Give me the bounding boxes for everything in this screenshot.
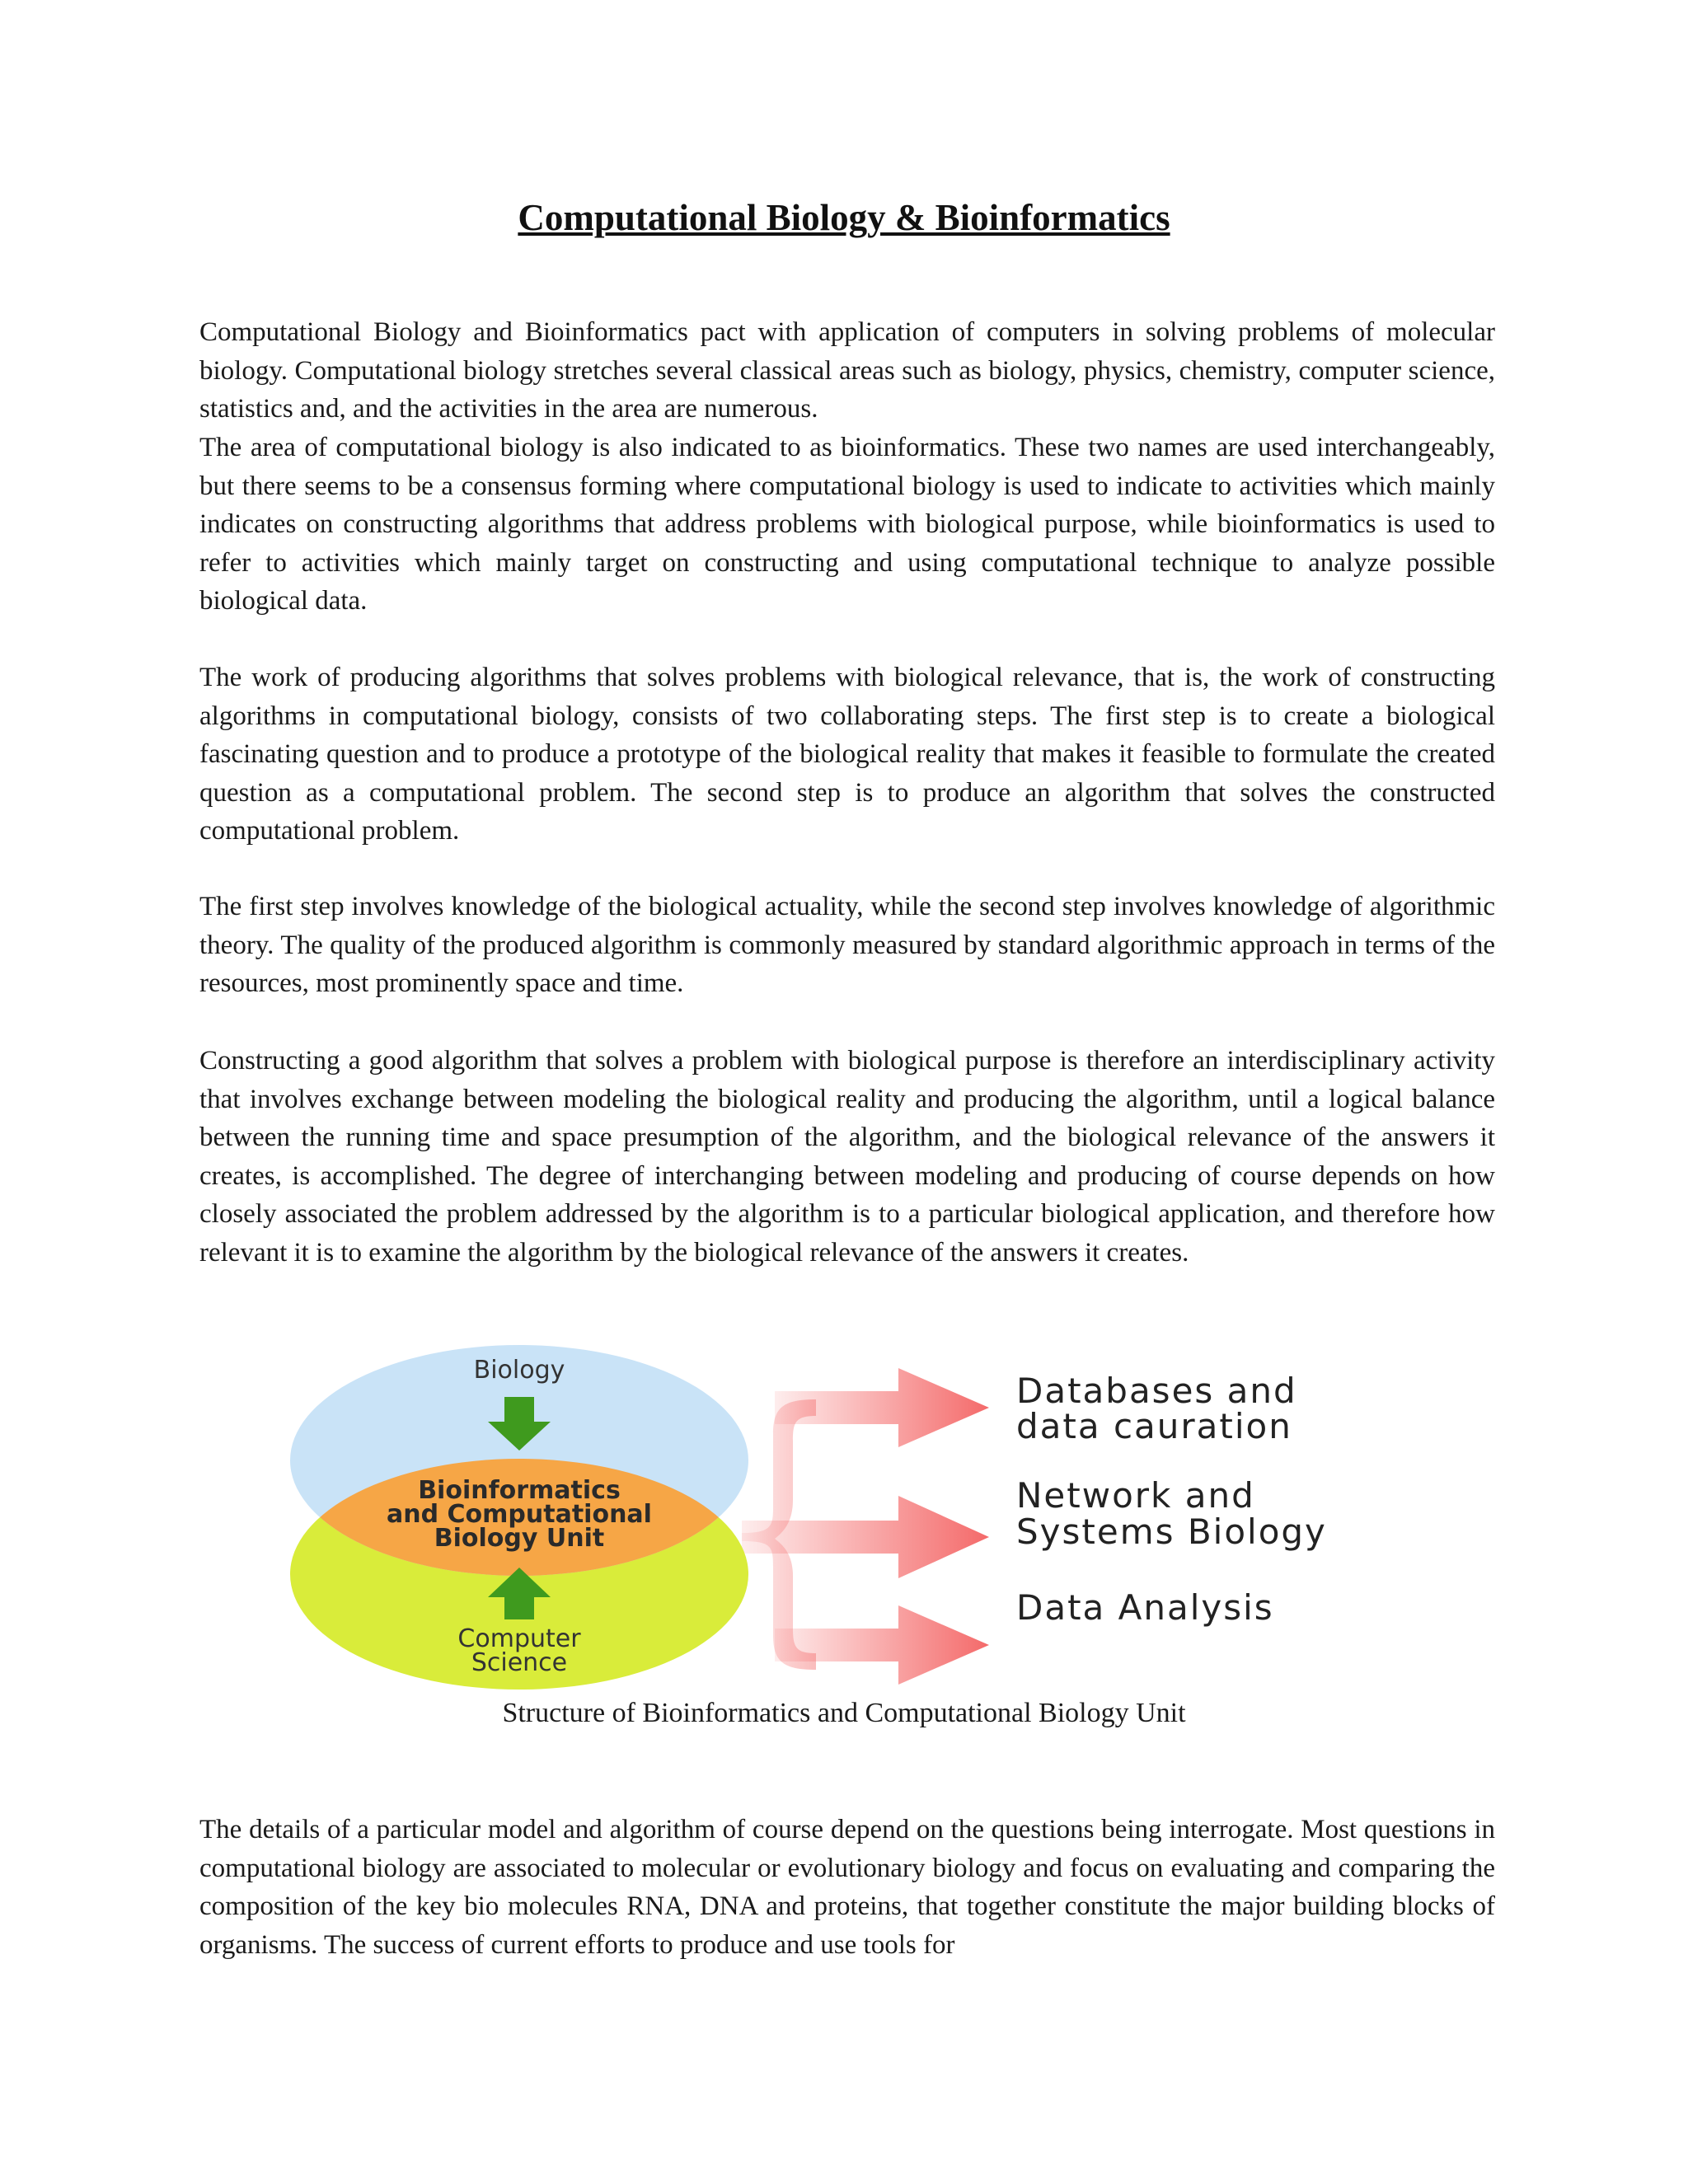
unit-structure-diagram bbox=[280, 1335, 1451, 1698]
biology-label: Biology bbox=[473, 1356, 565, 1385]
output-label-line: data cauration bbox=[1016, 1406, 1292, 1446]
paragraph: Constructing a good algorithm that solves a problem with biological purpose is therefore an interdisciplinary activity that involves exchange between modeling the biological reality and producing the algorithm, until a logical balance between the running time and space presumption of the algorithm, and the biological relevance of the answers it creates, is accomplished. The degree of interchanging between modeling and producing of course depends on how closely associated the problem addressed by the algorithm is to a particular biological application, and therefore how relevant it is to examine the algorithm by the biological relevance of the answers it creates. bbox=[199, 1046, 1495, 1268]
paragraph: The details of a particular model and algorithm of course depend on the questions being interrogate. Most questions in computational biology are associated to molecular or evolutionary biology and focus on evaluating and comparing the composition of the key bio molecules RNA, DNA and proteins, that together constitute the major building blocks of organisms. The success of current efforts to produce and use tools for bbox=[199, 1815, 1495, 1960]
output-label-line: Network and bbox=[1016, 1475, 1255, 1516]
output-arrow bbox=[775, 1605, 989, 1685]
center-label-line: and Computational bbox=[387, 1500, 652, 1529]
output-label-line: Databases and bbox=[1016, 1371, 1297, 1411]
center-label-line: Biology Unit bbox=[434, 1524, 605, 1553]
computer-science-label-line: Science bbox=[471, 1648, 568, 1677]
center-label-line: Bioinformatics bbox=[418, 1476, 621, 1505]
output-label-line: Systems Biology bbox=[1016, 1511, 1327, 1552]
computer-science-label-line: Computer bbox=[457, 1624, 581, 1653]
paragraph: The first step involves knowledge of the biological actuality, while the second step involves knowledge of algorithmic theory. The quality of the produced algorithm is commonly measured by standard algorithmic approach in terms of the resources, most prominently space and time. bbox=[199, 892, 1495, 998]
output-arrow bbox=[775, 1368, 989, 1447]
paragraph: Computational Biology and Bioinformatics pact with application of computers in solving problems of molecular biology. Computational biology stretches several classical areas such as biology, physics, chemistry, computer science, statistics and, and the activities in the area are numerous. bbox=[199, 317, 1495, 424]
output-label-line: Data Analysis bbox=[1016, 1587, 1274, 1628]
figure-caption: Structure of Bioinformatics and Computational Biology Unit bbox=[502, 1698, 1186, 1728]
page-title: Computational Biology & Bioinformatics bbox=[518, 197, 1170, 238]
paragraph: The area of computational biology is also indicated to as bioinformatics. These two names are used interchangeably, but there seems to be a consensus forming where computational biology is used to indicate to activities which mainly indicates on constructing algorithms that address problems with biological purpose, while bioinformatics is used to refer to activities which mainly target on constructing and using computational technique to analyze possible biological data. bbox=[199, 433, 1495, 616]
paragraph: The work of producing algorithms that solves problems with biological relevance, that is, the work of constructing algorithms in computational biology, consists of two collaborating steps. The first step is to create a biological fascinating question and to produce a prototype of the biological reality that makes it feasible to formulate the created question as a computational problem. The second step is to produce an algorithm that solves the constructed computational problem. bbox=[199, 663, 1495, 846]
